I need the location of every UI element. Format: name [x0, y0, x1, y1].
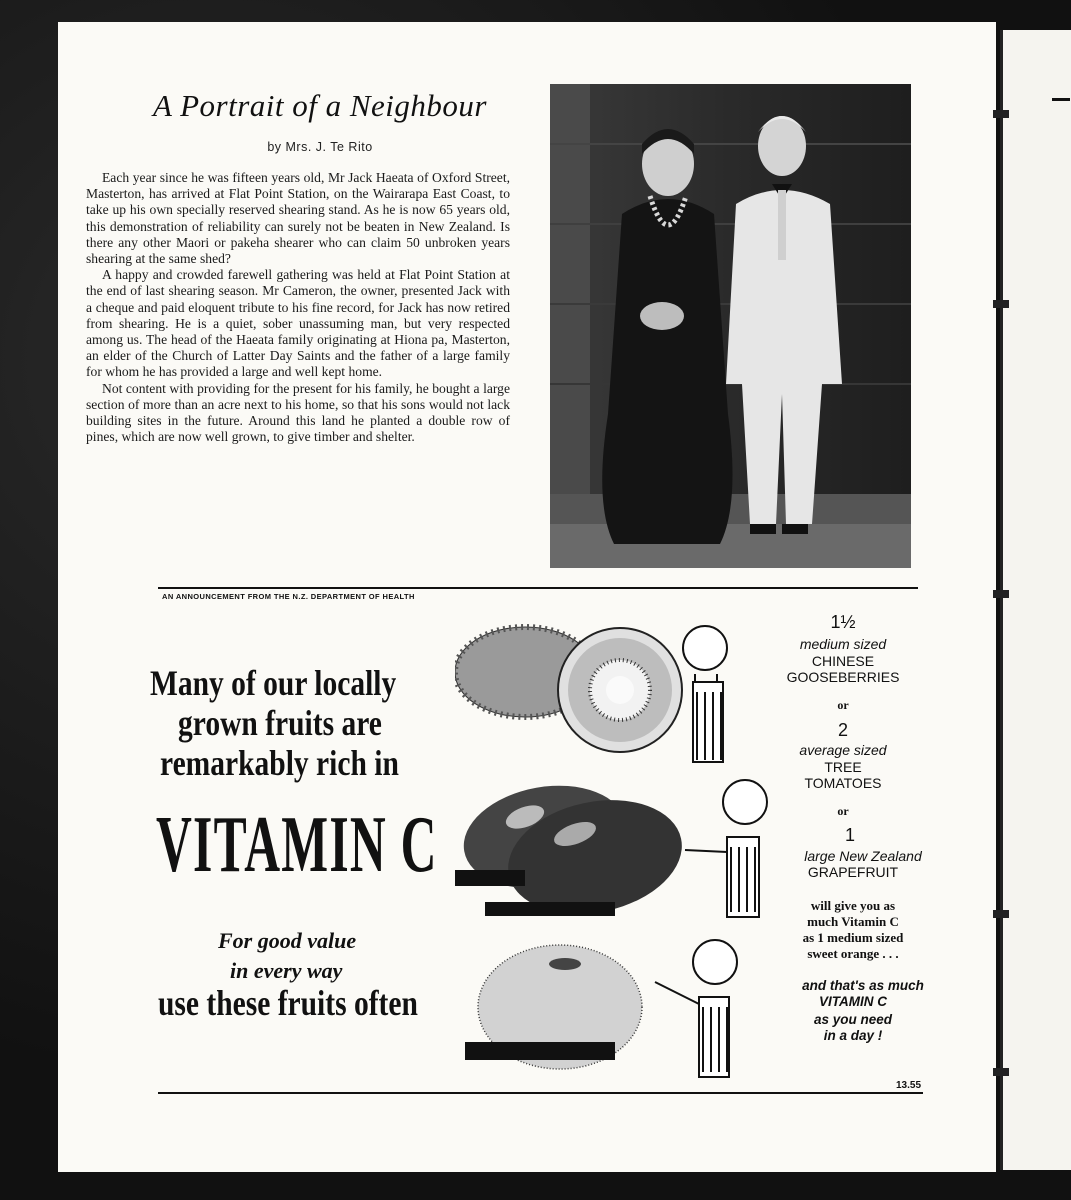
- couple-photo-illustration: [550, 84, 911, 568]
- claim-line-2: much Vitamin C: [807, 914, 899, 929]
- page-gutter-rule: [1000, 30, 1003, 1170]
- closing-line-1: and that's as much: [802, 978, 924, 993]
- cartoon-man-icon: [655, 940, 737, 1077]
- ad-announcement: AN ANNOUNCEMENT FROM THE N.Z. DEPARTMENT OF HEALTH: [162, 592, 415, 601]
- grapefruit-icon: [465, 945, 642, 1069]
- claim-line-4: sweet orange . . .: [807, 946, 899, 961]
- ad-headline-line-3: remarkably rich in: [160, 743, 399, 783]
- fruit-1-name-line-1: CHINESE: [811, 653, 875, 669]
- closing-line-2: VITAMIN C: [819, 994, 887, 1009]
- ad-headline-line-2: grown fruits are: [178, 703, 382, 743]
- cartoon-man-icon: [685, 780, 767, 917]
- binding-tick: [993, 910, 1009, 918]
- ad-bottom-rule: [158, 1092, 923, 1094]
- cartoon-man-icon: [683, 626, 727, 762]
- portrait-photo: [550, 84, 911, 568]
- fruit-2-name-line-2: TOMATOES: [804, 775, 882, 791]
- binding-tick: [993, 590, 1009, 598]
- article-body: [86, 170, 510, 445]
- fruit-3-name: GRAPEFRUIT: [807, 864, 899, 880]
- ad-top-rule: [158, 587, 918, 589]
- ad-slogan-line-1: For good value: [218, 928, 357, 953]
- facing-page-edge: [1000, 30, 1071, 1170]
- tree-tomato-icon: [455, 774, 693, 930]
- fruit-1-quantity: 1½: [830, 612, 856, 632]
- fruit-2-name-line-1: TREE: [824, 759, 862, 775]
- fruit-1-description: medium sized: [799, 636, 887, 652]
- chinese-gooseberry-icon: [455, 627, 682, 752]
- ad-code: 13.55: [896, 1080, 922, 1091]
- binding-tick: [993, 1068, 1009, 1076]
- facing-page-dash: [1052, 98, 1070, 101]
- fruit-2-quantity: 2: [837, 720, 848, 740]
- or-separator-2: or: [837, 804, 849, 818]
- article-paragraph: Each year since he was fifteen years old, Mr Jack Haeata of Oxford Street, Masterton, has arrived at Flat Point Station, on the Wairarapa East Coast, to take up his own specially reserved shearing stand. As he is now 65 years old, this demonstration of reliability can surely not be beaten in New Zealand. Is there any other Maori or pakeha shearer who can claim 50 unbroken years shearing at the same shed?: [86, 170, 510, 267]
- article-title: A Portrait of a Neighbour: [152, 88, 487, 123]
- ad-slogan-line-3: use these fruits often: [158, 983, 418, 1023]
- claim-line-3: as 1 medium sized: [802, 930, 904, 945]
- article-paragraph: Not content with providing for the present for his family, he bought a large section of more than an acre next to his home, so that his sons would not lack building sites in the future. Around this land he planted a double row of pines, which are now well grown, to give timber and shelter.: [86, 380, 510, 445]
- closing-line-3: as you need: [813, 1012, 893, 1027]
- ad-vitamin-c-headline: VITAMIN C: [156, 801, 438, 889]
- ad-slogan-line-2: in every way: [230, 958, 343, 983]
- binding-tick: [993, 110, 1009, 118]
- or-separator-1: or: [837, 698, 849, 712]
- article-paragraph: A happy and crowded farewell gathering was held at Flat Point Station at the end of last shearing season. Mr Cameron, the owner, presented Jack with a cheque and paid eloquent tribute to his fine record, for Jack has now retired from shearing. He is a quiet, sober unassuming man, but very respected among us. The head of the Haeata family originating at Hiona pa, Masterton, an elder of the Church of Latter Day Saints and the father of a large family for whom he has provided a large and well kept home.: [86, 267, 510, 380]
- fruit-2-description: average sized: [799, 742, 887, 758]
- claim-line-1: will give you as: [810, 898, 896, 913]
- closing-line-4: in a day !: [823, 1028, 883, 1043]
- fruit-3-quantity: 1: [844, 825, 855, 845]
- fruit-3-description: large New Zealand: [804, 848, 922, 864]
- binding-tick: [993, 300, 1009, 308]
- fruit-1-name-line-2: GOOSEBERRIES: [786, 669, 900, 685]
- article-byline: by Mrs. J. Te Rito: [267, 140, 373, 154]
- fruit-illustrations: [455, 612, 785, 1092]
- ad-headline-line-1: Many of our locally: [150, 663, 397, 703]
